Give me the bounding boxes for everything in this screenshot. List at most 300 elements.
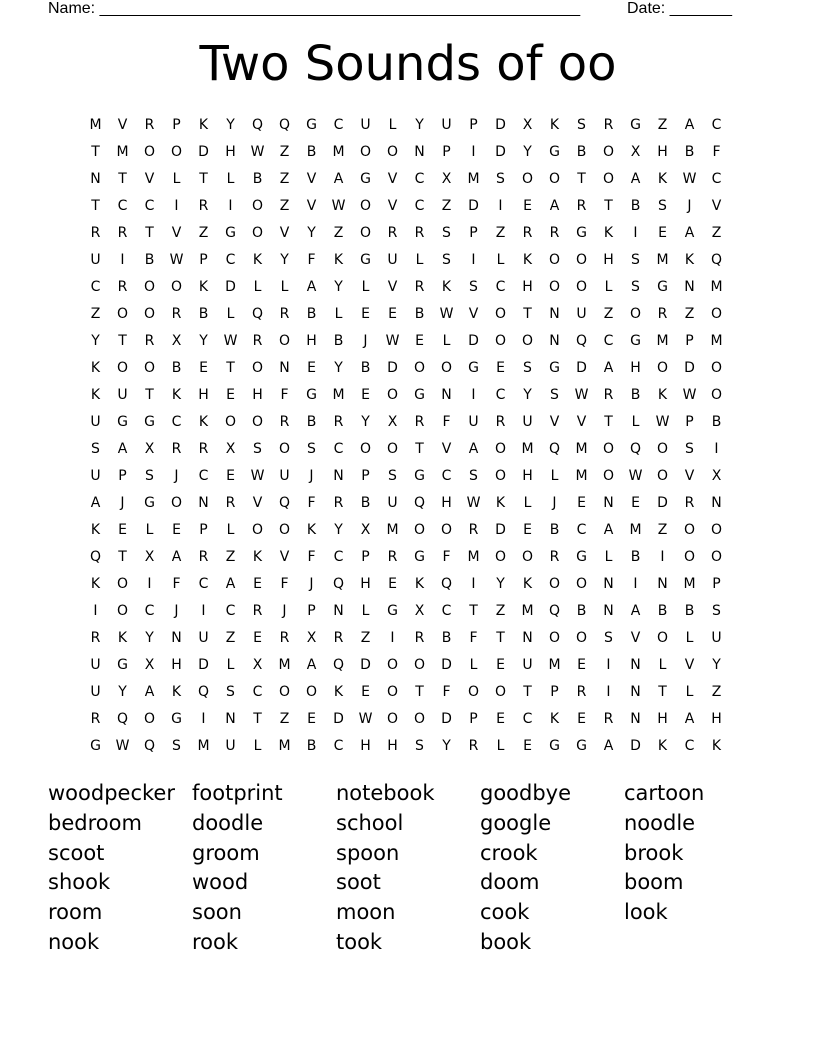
grid-letter: O	[359, 198, 372, 214]
grid-letter: O	[548, 171, 561, 187]
grid-letter: J	[120, 495, 125, 511]
word-list-item: cook	[480, 900, 530, 925]
grid-letter: B	[576, 603, 587, 619]
grid-letter: A	[306, 279, 317, 295]
grid-letter: M	[656, 252, 669, 268]
grid-letter: E	[631, 495, 640, 511]
grid-letter: M	[548, 657, 561, 673]
grid-letter: R	[117, 225, 128, 241]
grid-letter: O	[386, 684, 399, 700]
grid-letter: H	[522, 468, 533, 484]
grid-letter: W	[250, 144, 265, 160]
word-list-item: doodle	[192, 810, 264, 835]
grid-letter: X	[360, 522, 371, 538]
grid-letter: E	[172, 522, 181, 538]
grid-letter: A	[333, 171, 344, 187]
grid-letter: M	[683, 576, 696, 592]
grid-letter: L	[496, 738, 505, 754]
grid-letter: B	[144, 252, 155, 268]
grid-letter: Z	[603, 306, 614, 322]
grid-letter: N	[549, 333, 560, 349]
grid-letter: V	[387, 279, 398, 295]
grid-letter: R	[252, 603, 263, 619]
grid-letter: G	[360, 252, 371, 268]
grid-letter: C	[414, 198, 425, 214]
grid-letter: G	[414, 468, 425, 484]
word-list-item: woodpecker	[48, 781, 175, 805]
grid-letter: O	[656, 441, 669, 457]
grid-letter: O	[386, 441, 399, 457]
grid-letter: O	[143, 144, 156, 160]
grid-letter: C	[711, 117, 722, 133]
grid-letter: E	[523, 738, 532, 754]
grid-letter: K	[90, 387, 101, 403]
grid-letter: O	[521, 171, 534, 187]
grid-letter: U	[522, 657, 533, 673]
grid-letter: T	[523, 306, 532, 322]
grid-letter: O	[575, 576, 588, 592]
grid-letter: P	[442, 144, 451, 160]
grid-letter: K	[198, 117, 209, 133]
grid-letter: O	[251, 225, 264, 241]
grid-letter: S	[469, 279, 478, 295]
grid-letter: N	[522, 630, 533, 646]
word-list	[48, 779, 768, 958]
grid-letter: V	[306, 171, 317, 187]
grid-letter: R	[414, 225, 425, 241]
grid-letter: Z	[360, 630, 371, 646]
grid-letter: T	[496, 630, 505, 646]
grid-letter: L	[280, 279, 289, 295]
grid-letter: R	[117, 279, 128, 295]
grid-letter: Z	[657, 522, 668, 538]
grid-letter: B	[306, 414, 317, 430]
grid-letter: T	[577, 171, 586, 187]
word-list-item: doom	[480, 870, 540, 895]
grid-letter: H	[306, 333, 317, 349]
grid-letter: O	[143, 279, 156, 295]
grid-letter: S	[307, 441, 316, 457]
grid-letter: B	[333, 333, 344, 349]
grid-letter: G	[630, 117, 641, 133]
grid-letter: Y	[415, 117, 424, 133]
grid-letter: H	[657, 711, 668, 727]
grid-letter: G	[414, 549, 425, 565]
grid-letter: N	[279, 360, 290, 376]
word-list-item: soon	[192, 900, 242, 925]
grid-letter: Z	[711, 684, 722, 700]
grid-letter: F	[280, 576, 289, 592]
grid-letter: X	[171, 333, 182, 349]
grid-letter: D	[630, 738, 641, 754]
grid-letter: O	[413, 711, 426, 727]
grid-letter: B	[684, 603, 695, 619]
grid-letter: E	[388, 306, 397, 322]
grid-letter: O	[494, 684, 507, 700]
grid-letter: F	[442, 414, 451, 430]
grid-letter: D	[576, 360, 587, 376]
grid-letter: Q	[89, 549, 102, 565]
grid-letter: J	[174, 603, 179, 619]
grid-letter: T	[523, 684, 532, 700]
grid-letter: I	[498, 198, 503, 214]
grid-letter: S	[91, 441, 100, 457]
grid-letter: S	[442, 252, 451, 268]
grid-letter: R	[414, 414, 425, 430]
grid-letter: W	[574, 387, 589, 403]
grid-letter: B	[252, 171, 263, 187]
grid-letter: M	[575, 468, 588, 484]
grid-letter: R	[414, 630, 425, 646]
grid-letter: C	[171, 414, 182, 430]
grid-letter: R	[198, 441, 209, 457]
grid-letter: O	[278, 684, 291, 700]
grid-letter: D	[495, 144, 506, 160]
grid-letter: I	[606, 657, 611, 673]
grid-letter: L	[226, 171, 235, 187]
grid-letter: R	[549, 225, 560, 241]
grid-letter: O	[710, 306, 723, 322]
grid-letter: P	[469, 711, 478, 727]
grid-letter: A	[306, 657, 317, 673]
grid-letter: O	[710, 387, 723, 403]
grid-letter: M	[521, 603, 534, 619]
grid-letter: R	[468, 738, 479, 754]
grid-letter: K	[603, 225, 614, 241]
grid-letter: N	[630, 657, 641, 673]
grid-letter: M	[278, 657, 291, 673]
grid-letter: A	[684, 711, 695, 727]
grid-letter: O	[170, 144, 183, 160]
grid-letter: C	[333, 117, 344, 133]
grid-letter: E	[361, 306, 370, 322]
grid-letter: A	[603, 738, 614, 754]
grid-letter: G	[117, 657, 128, 673]
grid-letter: C	[252, 684, 263, 700]
grid-letter: K	[171, 387, 182, 403]
grid-letter: N	[198, 495, 209, 511]
grid-letter: W	[682, 171, 697, 187]
word-list-item: groom	[192, 840, 260, 865]
grid-letter: I	[714, 441, 719, 457]
grid-letter: R	[90, 630, 101, 646]
grid-letter: G	[630, 333, 641, 349]
grid-letter: P	[712, 576, 721, 592]
grid-letter: N	[441, 387, 452, 403]
grid-letter: A	[468, 441, 479, 457]
grid-letter: P	[199, 252, 208, 268]
grid-letter: U	[387, 495, 398, 511]
grid-letter: N	[225, 711, 236, 727]
grid-letter: G	[414, 387, 425, 403]
grid-letter: B	[711, 414, 722, 430]
letter-grid	[82, 112, 732, 760]
grid-letter: K	[90, 522, 101, 538]
grid-letter: Z	[684, 306, 695, 322]
grid-letter: F	[280, 387, 289, 403]
grid-letter: P	[685, 333, 694, 349]
grid-letter: W	[682, 387, 697, 403]
grid-letter: U	[279, 468, 290, 484]
grid-letter: O	[413, 522, 426, 538]
grid-letter: A	[549, 198, 560, 214]
grid-letter: R	[90, 225, 101, 241]
word-list-item: google	[480, 810, 552, 835]
grid-letter: O	[386, 657, 399, 673]
grid-letter: R	[171, 306, 182, 322]
grid-letter: K	[333, 252, 344, 268]
grid-letter: Y	[334, 360, 343, 376]
grid-letter: C	[198, 576, 209, 592]
grid-letter: I	[174, 198, 179, 214]
grid-letter: G	[144, 495, 155, 511]
grid-letter: O	[494, 333, 507, 349]
grid-letter: P	[307, 603, 316, 619]
grid-letter: R	[198, 198, 209, 214]
grid-letter: B	[630, 387, 641, 403]
grid-letter: A	[684, 225, 695, 241]
grid-letter: L	[253, 279, 262, 295]
grid-letter: O	[575, 630, 588, 646]
grid-letter: U	[90, 414, 101, 430]
grid-letter: K	[549, 711, 560, 727]
grid-letter: R	[279, 630, 290, 646]
grid-letter: Z	[333, 225, 344, 241]
grid-letter: V	[441, 441, 452, 457]
grid-letter: Y	[91, 333, 100, 349]
grid-letter: N	[603, 603, 614, 619]
grid-letter: J	[174, 468, 179, 484]
grid-letter: B	[414, 306, 425, 322]
grid-letter: N	[414, 144, 425, 160]
grid-letter: H	[630, 360, 641, 376]
grid-letter: L	[685, 630, 694, 646]
grid-letter: Q	[116, 711, 129, 727]
grid-letter: U	[117, 387, 128, 403]
grid-letter: X	[414, 603, 425, 619]
grid-letter: J	[552, 495, 557, 511]
grid-letter: O	[575, 279, 588, 295]
grid-letter: O	[305, 684, 318, 700]
grid-letter: O	[116, 576, 129, 592]
grid-letter: Y	[712, 657, 721, 673]
grid-letter: Y	[523, 144, 532, 160]
word-list-item: nook	[48, 929, 100, 954]
grid-letter: Y	[523, 387, 532, 403]
grid-letter: O	[548, 576, 561, 592]
grid-letter: E	[388, 576, 397, 592]
grid-letter: T	[91, 198, 100, 214]
grid-letter: Q	[332, 576, 345, 592]
grid-letter: O	[440, 522, 453, 538]
grid-letter: I	[606, 684, 611, 700]
grid-letter: C	[603, 333, 614, 349]
grid-letter: Q	[548, 441, 561, 457]
grid-letter: C	[576, 522, 587, 538]
grid-letter: D	[684, 360, 695, 376]
grid-letter: L	[685, 684, 694, 700]
grid-letter: O	[683, 522, 696, 538]
grid-letter: T	[415, 684, 424, 700]
grid-letter: F	[307, 252, 316, 268]
grid-letter: J	[309, 576, 314, 592]
grid-letter: I	[201, 603, 206, 619]
grid-letter: S	[442, 225, 451, 241]
grid-letter: B	[306, 306, 317, 322]
grid-letter: T	[604, 198, 613, 214]
grid-letter: N	[333, 603, 344, 619]
grid-letter: M	[656, 333, 669, 349]
grid-letter: T	[253, 711, 262, 727]
word-list-item: goodbye	[480, 781, 572, 805]
grid-letter: S	[496, 171, 505, 187]
grid-letter: O	[656, 468, 669, 484]
grid-letter: T	[118, 333, 127, 349]
grid-letter: Z	[441, 198, 452, 214]
grid-letter: L	[172, 171, 181, 187]
grid-letter: W	[331, 198, 346, 214]
word-list-item: brook	[624, 840, 684, 865]
grid-letter: C	[225, 252, 236, 268]
grid-letter: R	[252, 333, 263, 349]
grid-letter: S	[145, 468, 154, 484]
grid-letter: U	[90, 657, 101, 673]
grid-letter: D	[657, 495, 668, 511]
grid-letter: C	[117, 198, 128, 214]
word-list-item: scoot	[48, 840, 105, 865]
grid-letter: O	[602, 468, 615, 484]
grid-letter: G	[576, 225, 587, 241]
grid-letter: S	[685, 441, 694, 457]
grid-letter: O	[359, 441, 372, 457]
word-list-item: wood	[192, 870, 249, 895]
grid-letter: W	[628, 468, 643, 484]
grid-letter: F	[307, 495, 316, 511]
grid-letter: S	[658, 198, 667, 214]
word-list-item: notebook	[336, 781, 435, 805]
grid-letter: Z	[279, 711, 290, 727]
grid-letter: B	[549, 522, 560, 538]
grid-letter: L	[415, 252, 424, 268]
grid-letter: O	[116, 360, 129, 376]
grid-letter: H	[252, 387, 263, 403]
grid-letter: O	[494, 441, 507, 457]
grid-letter: K	[117, 630, 128, 646]
grid-letter: D	[468, 198, 479, 214]
grid-letter: O	[278, 441, 291, 457]
grid-letter: C	[522, 711, 533, 727]
grid-letter: O	[386, 144, 399, 160]
grid-letter: O	[548, 252, 561, 268]
grid-letter: E	[253, 576, 262, 592]
word-list-item: bedroom	[48, 810, 142, 835]
grid-letter: Q	[548, 603, 561, 619]
grid-letter: O	[656, 630, 669, 646]
grid-letter: Z	[495, 225, 506, 241]
grid-letter: C	[495, 387, 506, 403]
grid-letter: E	[577, 495, 586, 511]
grid-letter: S	[631, 252, 640, 268]
grid-letter: H	[225, 144, 236, 160]
grid-letter: U	[711, 630, 722, 646]
grid-letter: O	[359, 144, 372, 160]
grid-letter: T	[469, 603, 478, 619]
grid-letter: I	[471, 576, 476, 592]
grid-letter: P	[685, 414, 694, 430]
grid-letter: B	[684, 144, 695, 160]
grid-letter: M	[521, 441, 534, 457]
grid-letter: M	[467, 549, 480, 565]
grid-letter: R	[603, 387, 614, 403]
grid-letter: R	[333, 630, 344, 646]
grid-letter: N	[90, 171, 101, 187]
grid-letter: X	[306, 630, 317, 646]
grid-letter: R	[549, 549, 560, 565]
grid-letter: N	[630, 711, 641, 727]
grid-letter: K	[171, 684, 182, 700]
grid-letter: A	[144, 684, 155, 700]
grid-letter: E	[496, 711, 505, 727]
grid-letter: G	[387, 603, 398, 619]
grid-letter: L	[253, 738, 262, 754]
word-list-item: soot	[336, 870, 381, 895]
grid-letter: L	[658, 657, 667, 673]
grid-letter: D	[333, 711, 344, 727]
grid-letter: Y	[118, 684, 127, 700]
grid-letter: R	[144, 333, 155, 349]
grid-letter: M	[710, 333, 723, 349]
grid-letter: G	[306, 117, 317, 133]
grid-letter: R	[468, 522, 479, 538]
grid-letter: K	[306, 522, 317, 538]
grid-letter: O	[386, 711, 399, 727]
grid-letter: L	[631, 414, 640, 430]
grid-letter: W	[439, 306, 454, 322]
grid-letter: Y	[442, 738, 451, 754]
grid-letter: G	[468, 360, 479, 376]
grid-letter: A	[225, 576, 236, 592]
grid-letter: O	[278, 522, 291, 538]
grid-letter: W	[466, 495, 481, 511]
grid-letter: M	[332, 387, 345, 403]
grid-letter: O	[629, 306, 642, 322]
grid-letter: Q	[251, 306, 264, 322]
grid-letter: B	[360, 495, 371, 511]
word-list-item: moon	[336, 900, 396, 925]
grid-letter: O	[494, 468, 507, 484]
grid-letter: O	[602, 144, 615, 160]
grid-letter: V	[711, 198, 722, 214]
grid-letter: U	[522, 414, 533, 430]
grid-letter: X	[387, 414, 398, 430]
grid-letter: Y	[334, 279, 343, 295]
grid-letter: O	[224, 414, 237, 430]
grid-letter: L	[523, 495, 532, 511]
grid-letter: L	[226, 306, 235, 322]
grid-letter: Q	[629, 441, 642, 457]
grid-letter: Y	[280, 252, 289, 268]
grid-letter: O	[494, 306, 507, 322]
grid-letter: X	[711, 468, 722, 484]
grid-letter: E	[361, 387, 370, 403]
grid-letter: M	[89, 117, 102, 133]
grid-letter: K	[657, 738, 668, 754]
grid-letter: V	[387, 171, 398, 187]
grid-letter: I	[93, 603, 98, 619]
grid-letter: I	[201, 711, 206, 727]
grid-letter: D	[198, 657, 209, 673]
grid-letter: Z	[225, 549, 236, 565]
